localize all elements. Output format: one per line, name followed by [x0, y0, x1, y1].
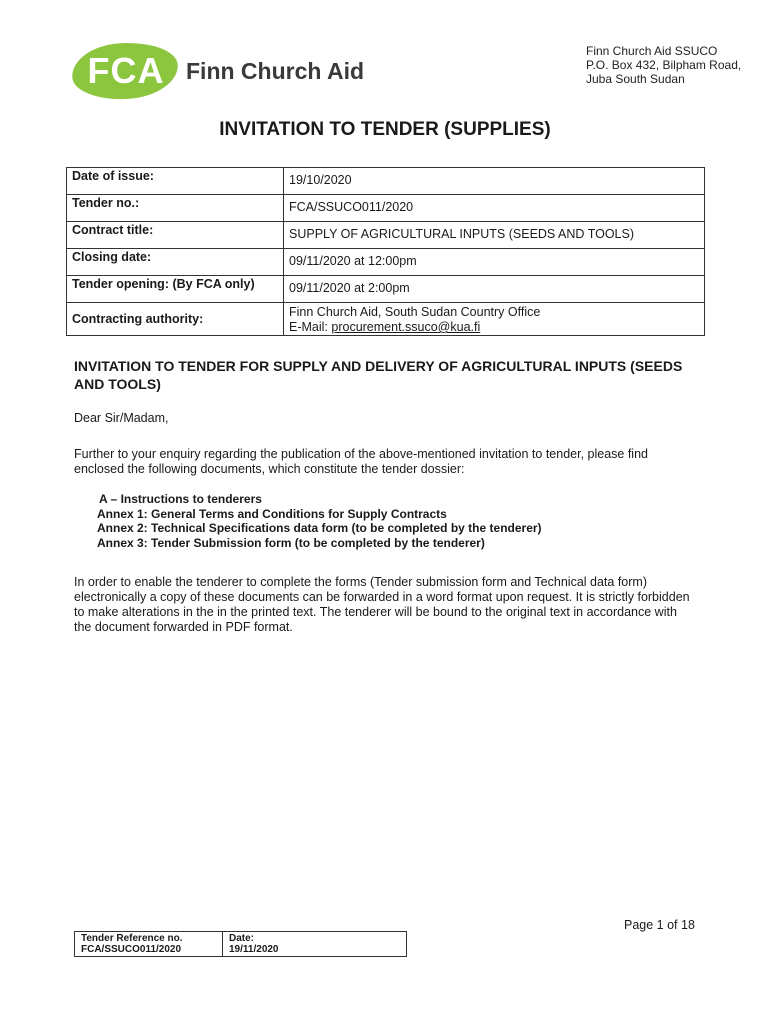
salutation: Dear Sir/Madam, [74, 411, 169, 425]
address-line: Juba South Sudan [586, 72, 685, 86]
address-line: Finn Church Aid SSUCO [586, 44, 718, 58]
org-name: Finn Church Aid [186, 58, 365, 84]
table-row [67, 222, 705, 249]
detail-label: Tender opening: (By FCA only) [67, 276, 284, 303]
detail-label: Contract title: [67, 222, 284, 249]
detail-value: FCA/SSUCO011/2020 [284, 195, 705, 222]
authority-name: Finn Church Aid, South Sudan Country Office [289, 305, 541, 319]
list-item: Annex 3: Tender Submission form (to be completed by the tenderer) [97, 535, 485, 550]
email-link[interactable]: procurement.ssuco@kua.fi [331, 320, 481, 334]
table-row [67, 249, 705, 276]
address-block [586, 44, 741, 86]
detail-label: Closing date: [67, 249, 284, 276]
table-row [75, 932, 407, 957]
detail-value: 19/10/2020 [284, 168, 705, 195]
list-item: Annex 1: General Terms and Conditions for Supply Contracts [97, 506, 447, 521]
detail-value: 09/11/2020 at 12:00pm [284, 249, 705, 276]
intro-paragraph: Further to your enquiry regarding the publication of the above-mentioned invitation to tender, please find enclosed the following documents, which constitute the tender dossier: [74, 447, 648, 476]
footer-reference-table [74, 931, 407, 957]
email-prefix: E-Mail: [289, 320, 332, 334]
detail-value: SUPPLY OF AGRICULTURAL INPUTS (SEEDS AND TOOLS) [284, 222, 705, 249]
page-number: Page 1 of 18 [624, 918, 695, 932]
list-item: A – Instructions to tenderers [99, 492, 262, 506]
table-row [67, 168, 705, 195]
date-value: 19/11/2020 [229, 944, 279, 955]
ref-label: Tender Reference no. [81, 933, 183, 944]
closing-paragraph: In order to enable the tenderer to complete the forms (Tender submission form and Technical data form) electronically a copy of these documents can be forwarded in a word format upon request. It is strictly forbidden to make alterations in the in the printed text. The tenderer will be bound to the original text in accordance with the document forwarded in PDF format. [74, 575, 690, 634]
authority-email-line [289, 320, 704, 335]
table-row [67, 195, 705, 222]
detail-value: 09/11/2020 at 2:00pm [284, 276, 705, 303]
address-line: P.O. Box 432, Bilpham Road, [586, 58, 742, 72]
table-row [67, 276, 705, 303]
detail-value [284, 303, 705, 336]
list-item: Annex 2: Technical Specifications data form (to be completed by the tenderer) [97, 521, 542, 535]
annex-list [97, 492, 542, 550]
date-label: Date: [229, 933, 255, 944]
tender-details-table [66, 167, 705, 336]
detail-label: Tender no.: [67, 195, 284, 222]
ref-value: FCA/SSUCO011/2020 [81, 944, 182, 955]
footer-cell [75, 932, 223, 957]
section-heading: INVITATION TO TENDER FOR SUPPLY AND DELIVERY OF AGRICULTURAL INPUTS (SEEDS AND TOOLS) [74, 358, 683, 392]
detail-label: Contracting authority: [67, 303, 284, 336]
footer-cell [223, 932, 407, 957]
logo-text: FCA [87, 50, 165, 91]
page-title: INVITATION TO TENDER (SUPPLIES) [219, 119, 551, 140]
table-row [67, 303, 705, 336]
detail-label: Date of issue: [67, 168, 284, 195]
